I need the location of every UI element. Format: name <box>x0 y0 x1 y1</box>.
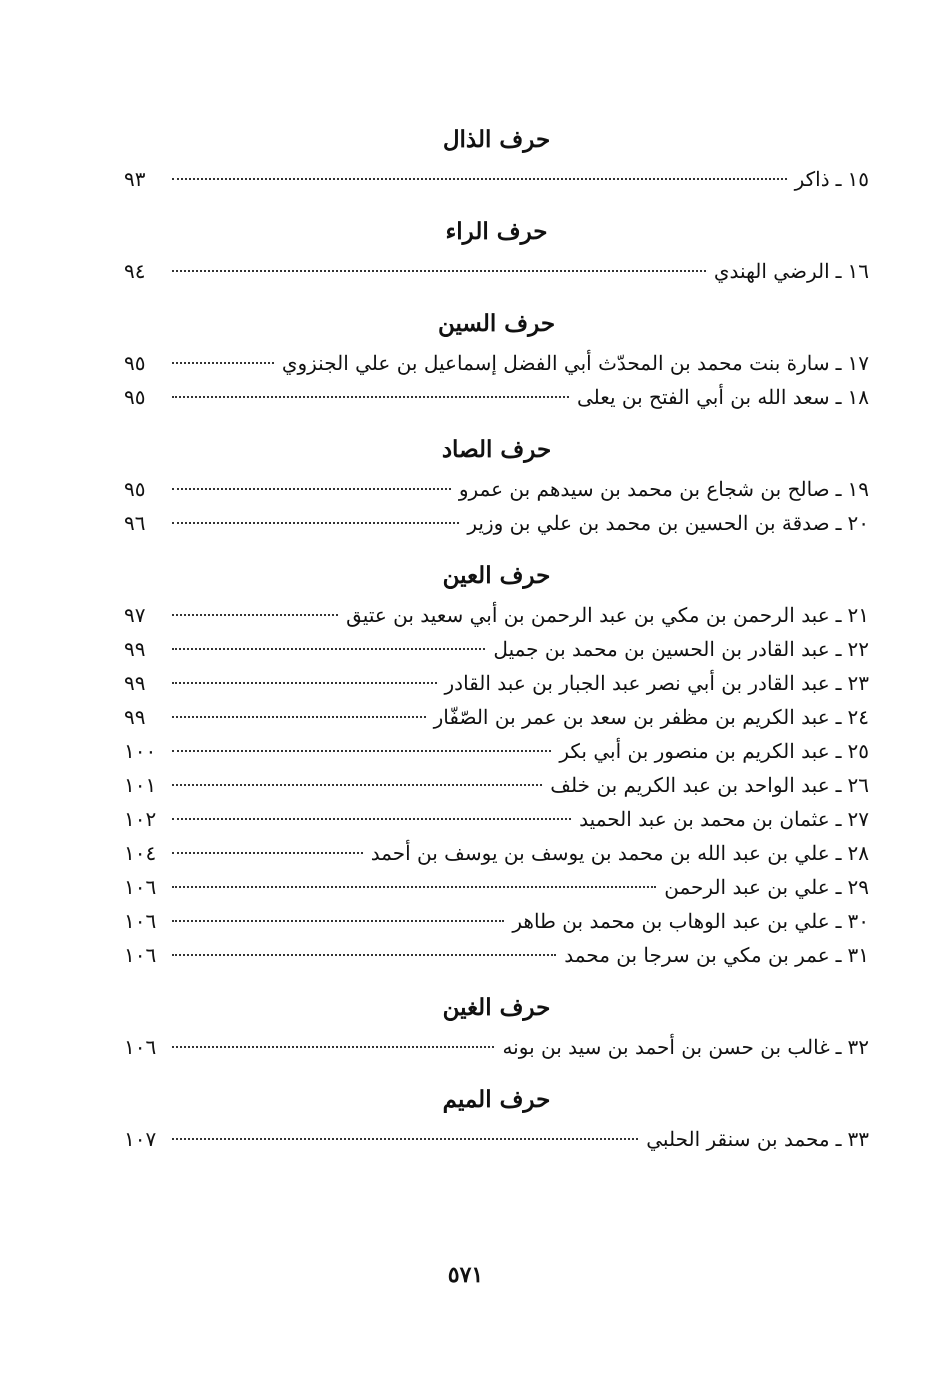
entry-name: عبد القادر بن الحسين بن محمد بن جميل <box>493 637 830 661</box>
entry-page-number: ٩٩ <box>124 671 146 695</box>
entry-number: ٣٢ <box>847 1035 869 1059</box>
entry-separator: ـ <box>835 477 842 501</box>
dot-leader <box>172 954 556 956</box>
dot-leader <box>172 270 706 272</box>
index-section <box>124 210 869 288</box>
entry-page-number: ٩٥ <box>124 385 146 409</box>
list-item <box>124 904 869 938</box>
entry-separator: ـ <box>835 909 842 933</box>
entry-separator: ـ <box>835 739 842 763</box>
entry-number: ٢٧ <box>847 807 869 831</box>
entry-name: عبد القادر بن أبي نصر عبد الجبار بن عبد القادر <box>444 671 830 695</box>
entry-name: علي بن عبد الرحمن <box>664 875 830 899</box>
entry-name: علي بن عبد الله بن محمد بن يوسف بن يوسف بن أحمد <box>370 841 830 865</box>
list-item <box>124 632 869 666</box>
list-item <box>124 346 869 380</box>
dot-leader <box>172 852 363 854</box>
list-item <box>124 836 869 870</box>
entry-separator: ـ <box>835 637 842 661</box>
dot-leader <box>172 784 542 786</box>
entry-name: عبد الكريم بن مظفر بن سعد بن عمر بن الصّفّار <box>433 705 830 729</box>
dot-leader <box>172 716 426 718</box>
section-heading: حرف الراء <box>445 218 548 245</box>
dot-leader <box>172 488 451 490</box>
entry-page-number: ١٠١ <box>124 773 157 797</box>
entry-number: ٣٠ <box>847 909 869 933</box>
entry-list <box>124 346 869 414</box>
list-item <box>124 734 869 768</box>
list-item <box>124 380 869 414</box>
entry-separator: ـ <box>835 841 842 865</box>
entry-name: صدقة بن الحسين بن محمد بن علي بن وزير <box>467 511 830 535</box>
entry-list <box>124 254 869 288</box>
index-section <box>124 986 869 1064</box>
entry-number: ١٦ <box>847 259 869 283</box>
index-section <box>124 428 869 540</box>
entry-list <box>124 1122 869 1156</box>
entry-number: ٢٨ <box>847 841 869 865</box>
section-heading: حرف الصاد <box>441 436 552 463</box>
entry-page-number: ١٠٢ <box>124 807 157 831</box>
dot-leader <box>172 396 569 398</box>
entry-separator: ـ <box>835 807 842 831</box>
entry-separator: ـ <box>835 875 842 899</box>
section-heading: حرف الميم <box>442 1086 551 1113</box>
list-item <box>124 870 869 904</box>
entry-name: علي بن عبد الوهاب بن محمد بن طاهر <box>512 909 830 933</box>
section-heading: حرف السين <box>437 310 556 337</box>
entry-number: ١٩ <box>847 477 869 501</box>
index-section <box>124 118 869 196</box>
entry-number: ٢٤ <box>847 705 869 729</box>
index-section <box>124 554 869 972</box>
entry-list <box>124 598 869 972</box>
entry-separator: ـ <box>835 511 842 535</box>
dot-leader <box>172 818 571 820</box>
entry-number: ١٨ <box>847 385 869 409</box>
entry-separator: ـ <box>835 773 842 797</box>
entry-name: عبد الواحد بن عبد الكريم بن خلف <box>550 773 830 797</box>
entry-separator: ـ <box>835 259 842 283</box>
list-item <box>124 1122 869 1156</box>
entry-separator: ـ <box>835 671 842 695</box>
entry-name: عثمان بن محمد بن عبد الحميد <box>579 807 830 831</box>
entry-number: ١٥ <box>847 167 869 191</box>
section-heading: حرف الذال <box>442 126 551 153</box>
list-item <box>124 768 869 802</box>
entry-separator: ـ <box>835 385 842 409</box>
list-item <box>124 162 869 196</box>
entry-page-number: ٩٧ <box>124 603 146 627</box>
entry-number: ٢٩ <box>847 875 869 899</box>
section-heading: حرف الغين <box>442 994 551 1021</box>
list-item <box>124 506 869 540</box>
list-item <box>124 700 869 734</box>
list-item <box>124 666 869 700</box>
entry-list <box>124 1030 869 1064</box>
entry-page-number: ٩٤ <box>124 259 146 283</box>
entry-number: ٣٣ <box>847 1127 869 1151</box>
list-item <box>124 1030 869 1064</box>
entry-page-number: ٩٩ <box>124 705 146 729</box>
entry-page-number: ٩٩ <box>124 637 146 661</box>
dot-leader <box>172 614 338 616</box>
entry-page-number: ٩٦ <box>124 511 146 535</box>
entry-number: ٢٣ <box>847 671 869 695</box>
entry-number: ١٧ <box>847 351 869 375</box>
entry-name: ذاكر <box>794 167 830 191</box>
entry-number: ٢٦ <box>847 773 869 797</box>
dot-leader <box>172 178 787 180</box>
entry-separator: ـ <box>835 351 842 375</box>
entry-name: عبد الكريم بن منصور بن أبي بكر <box>559 739 830 763</box>
entry-number: ٢٥ <box>847 739 869 763</box>
list-item <box>124 938 869 972</box>
entry-separator: ـ <box>835 1127 842 1151</box>
dot-leader <box>172 886 656 888</box>
entry-separator: ـ <box>835 167 842 191</box>
entry-number: ٢٢ <box>847 637 869 661</box>
index-section <box>124 1078 869 1156</box>
dot-leader <box>172 522 459 524</box>
entry-list <box>124 162 869 196</box>
entry-page-number: ١٠٠ <box>124 739 157 763</box>
entry-name: صالح بن شجاع بن محمد بن سيدهم بن عمرو <box>458 477 830 501</box>
entry-page-number: ٩٥ <box>124 477 146 501</box>
entry-page-number: ٩٣ <box>124 167 146 191</box>
dot-leader <box>172 648 485 650</box>
entry-name: عمر بن مكي بن سرجا بن محمد <box>564 943 830 967</box>
dot-leader <box>172 750 551 752</box>
index-sections <box>124 118 869 1170</box>
entry-name: الرضي الهندي <box>713 259 830 283</box>
entry-name: سارة بنت محمد بن المحدّث أبي الفضل إسماعيل بن علي الجنزوي <box>281 351 830 375</box>
entry-page-number: ٩٥ <box>124 351 146 375</box>
entry-page-number: ١٠٧ <box>124 1127 157 1151</box>
entry-separator: ـ <box>835 603 842 627</box>
entry-separator: ـ <box>835 1035 842 1059</box>
entry-name: عبد الرحمن بن مكي بن عبد الرحمن بن أبي سعيد بن عتيق <box>346 603 830 627</box>
entry-number: ٢٠ <box>847 511 869 535</box>
entry-separator: ـ <box>835 943 842 967</box>
entry-list <box>124 472 869 540</box>
entry-name: محمد بن سنقر الحلبي <box>646 1127 830 1151</box>
dot-leader <box>172 682 437 684</box>
entry-name: غالب بن حسن بن أحمد بن سيد بن بونه <box>502 1035 830 1059</box>
page-number: ٥٧١ <box>447 1262 484 1288</box>
entry-name: سعد الله بن أبي الفتح بن يعلى <box>577 385 830 409</box>
entry-separator: ـ <box>835 705 842 729</box>
entry-number: ٢١ <box>847 603 869 627</box>
entry-page-number: ١٠٦ <box>124 1035 157 1059</box>
entry-page-number: ١٠٦ <box>124 875 157 899</box>
list-item <box>124 802 869 836</box>
entry-page-number: ١٠٤ <box>124 841 157 865</box>
list-item <box>124 598 869 632</box>
entry-number: ٣١ <box>847 943 869 967</box>
dot-leader <box>172 362 274 364</box>
dot-leader <box>172 920 504 922</box>
list-item <box>124 254 869 288</box>
entry-page-number: ١٠٦ <box>124 943 157 967</box>
entry-page-number: ١٠٦ <box>124 909 157 933</box>
list-item <box>124 472 869 506</box>
section-heading: حرف العين <box>442 562 551 589</box>
dot-leader <box>172 1138 638 1140</box>
index-section <box>124 302 869 414</box>
dot-leader <box>172 1046 494 1048</box>
